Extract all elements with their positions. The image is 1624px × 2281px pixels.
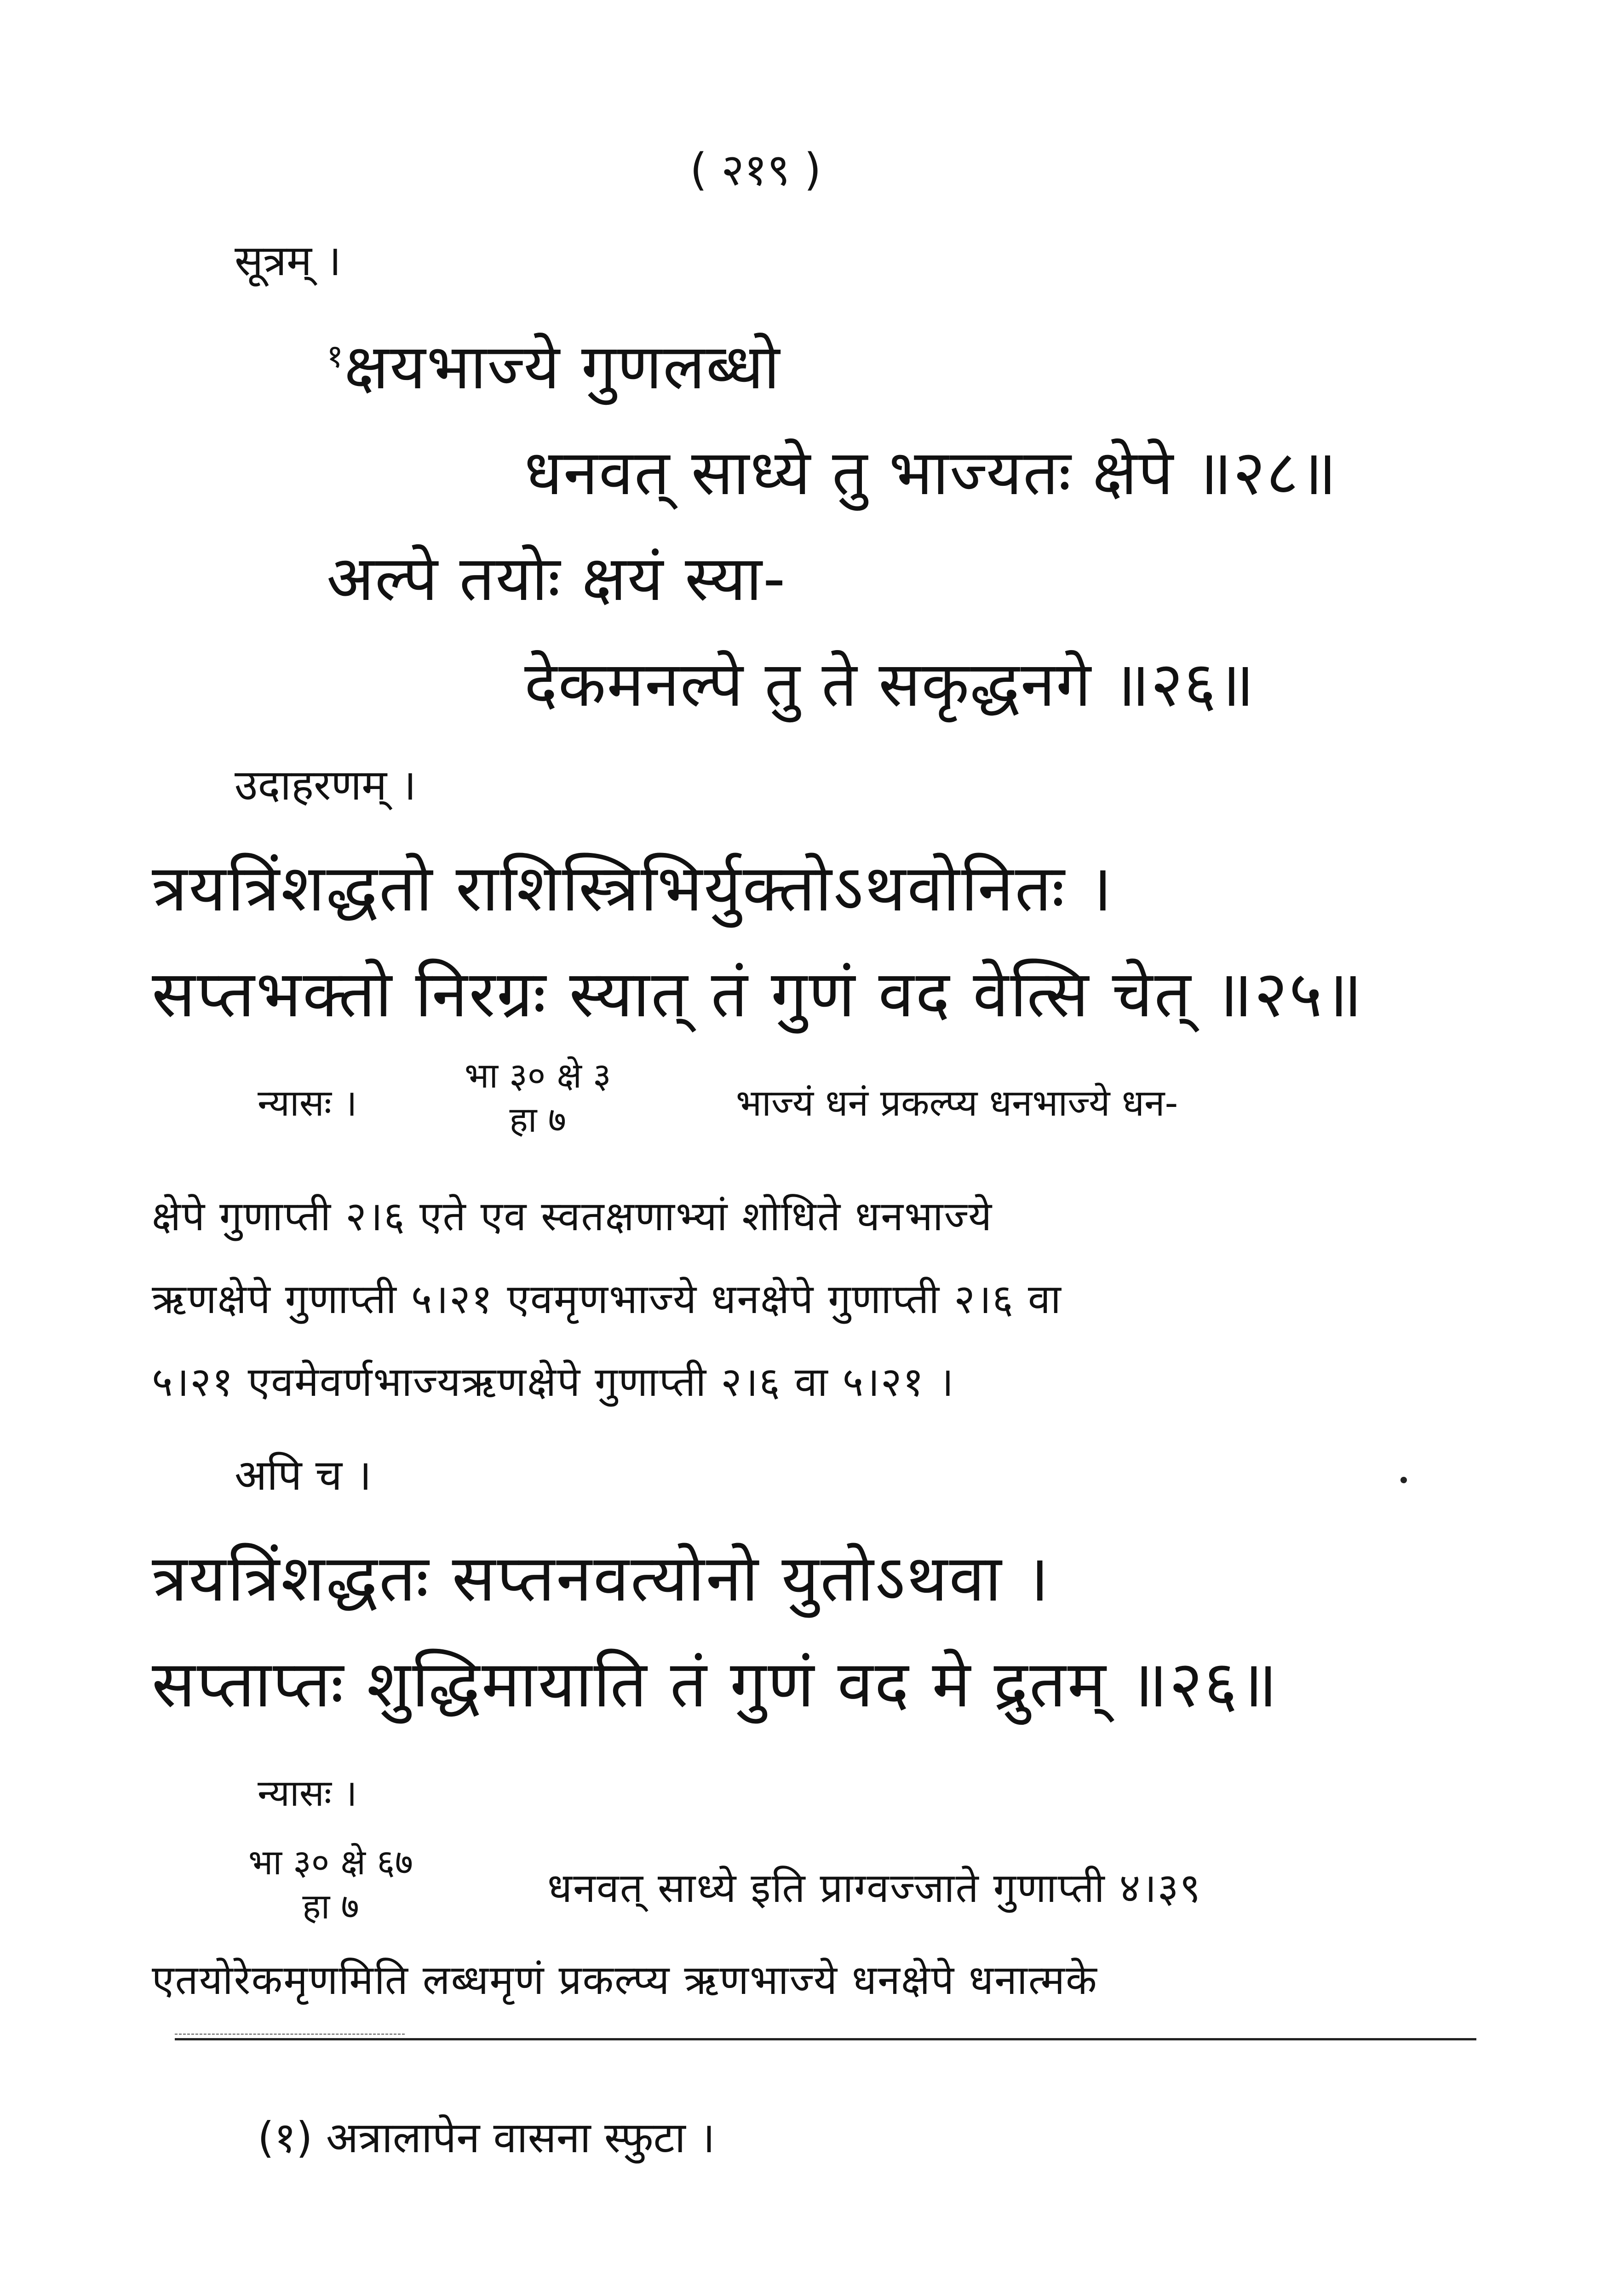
udaharana-label: उदाहरणम् । <box>235 760 417 810</box>
sutra-line-3: अल्पे तयोः क्षयं स्या- <box>327 542 786 615</box>
nyasa2-frac-bottom: हा ७ <box>302 1886 359 1927</box>
example2-line-1: त्रयत्रिंशद्धतः सप्तनवत्योनो युतोऽथवा । <box>152 1541 1051 1616</box>
page-number: ( २१९ ) <box>690 144 821 196</box>
nyasa1-line-3: ऋणक्षेपे गुणाप्ती ५।२१ एवमृणभाज्ये धनक्षेपे गुणाप्ती २।६ वा <box>152 1275 1062 1323</box>
nyasa1-text-after: भाज्यं धनं प्रकल्प्य धनभाज्ये धन- <box>736 1082 1178 1124</box>
nyasa1-frac-bottom: हा ७ <box>509 1099 567 1140</box>
print-speck <box>1400 1477 1407 1483</box>
sutra-line-1 <box>327 322 780 407</box>
nyasa1-line-2: क्षेपे गुणाप्ती २।६ एते एव स्वतक्षणाभ्यां शोधिते धनभाज्ये <box>152 1192 993 1240</box>
sutra-line-1-text: क्षयभाज्ये गुणलब्धो <box>344 331 781 403</box>
nyasa1-line-4: ५।२१ एवमेवर्णभाज्यऋणक्षेपे गुणाप्ती २।६ वा ५।२१ । <box>152 1358 955 1405</box>
nyasa2-fraction <box>248 1840 413 1929</box>
nyasa1-frac-top: भा ३० क्षे ३ <box>465 1055 611 1096</box>
nyasa2-line-2: एतयोरेकमृणमिति लब्धमृणं प्रकल्प्य ऋणभाज्ये धनक्षेपे धनात्मके <box>152 1956 1098 2004</box>
example2-line-2: सप्ताप्तः शुद्धिमायाति तं गुणं वद मे द्रुतम् ॥२६॥ <box>152 1647 1279 1722</box>
sutra-label: सूत्रम् । <box>235 236 342 285</box>
sutra-line-2: धनवत् साध्ये तु भाज्यतः क्षेपे ॥२८॥ <box>524 437 1337 509</box>
nyasa2-frac-top: भा ३० क्षे ६७ <box>248 1842 413 1883</box>
nyasa1-fraction <box>465 1054 611 1142</box>
example1-line-2: सप्तभक्तो निरग्रः स्यात् तं गुणं वद वेत्सि चेत् ॥२५॥ <box>152 957 1364 1032</box>
sutra-line-4: देकमनल्पे तु ते सकृद्धनगे ॥२६॥ <box>524 648 1256 720</box>
nyasa1-label: न्यासः । <box>258 1082 357 1124</box>
footnote-rule <box>175 2038 1476 2040</box>
footnote-rule-faint <box>175 2033 405 2035</box>
example1-line-1: त्रयत्रिंशद्धतो राशिस्त्रिभिर्युक्तोऽथवोनितः । <box>152 851 1114 926</box>
footnote-marker: १ <box>327 337 344 375</box>
nyasa2-label: न्यासः । <box>258 1772 357 1814</box>
api-cha-label: अपि च । <box>235 1451 372 1500</box>
footnote: (१) अत्रालापेन वासना स्फुटा । <box>258 2113 715 2162</box>
nyasa2-text-after: धनवत् साध्ये इति प्राग्वज्जाते गुणाप्ती ४।३९ <box>547 1864 1202 1912</box>
